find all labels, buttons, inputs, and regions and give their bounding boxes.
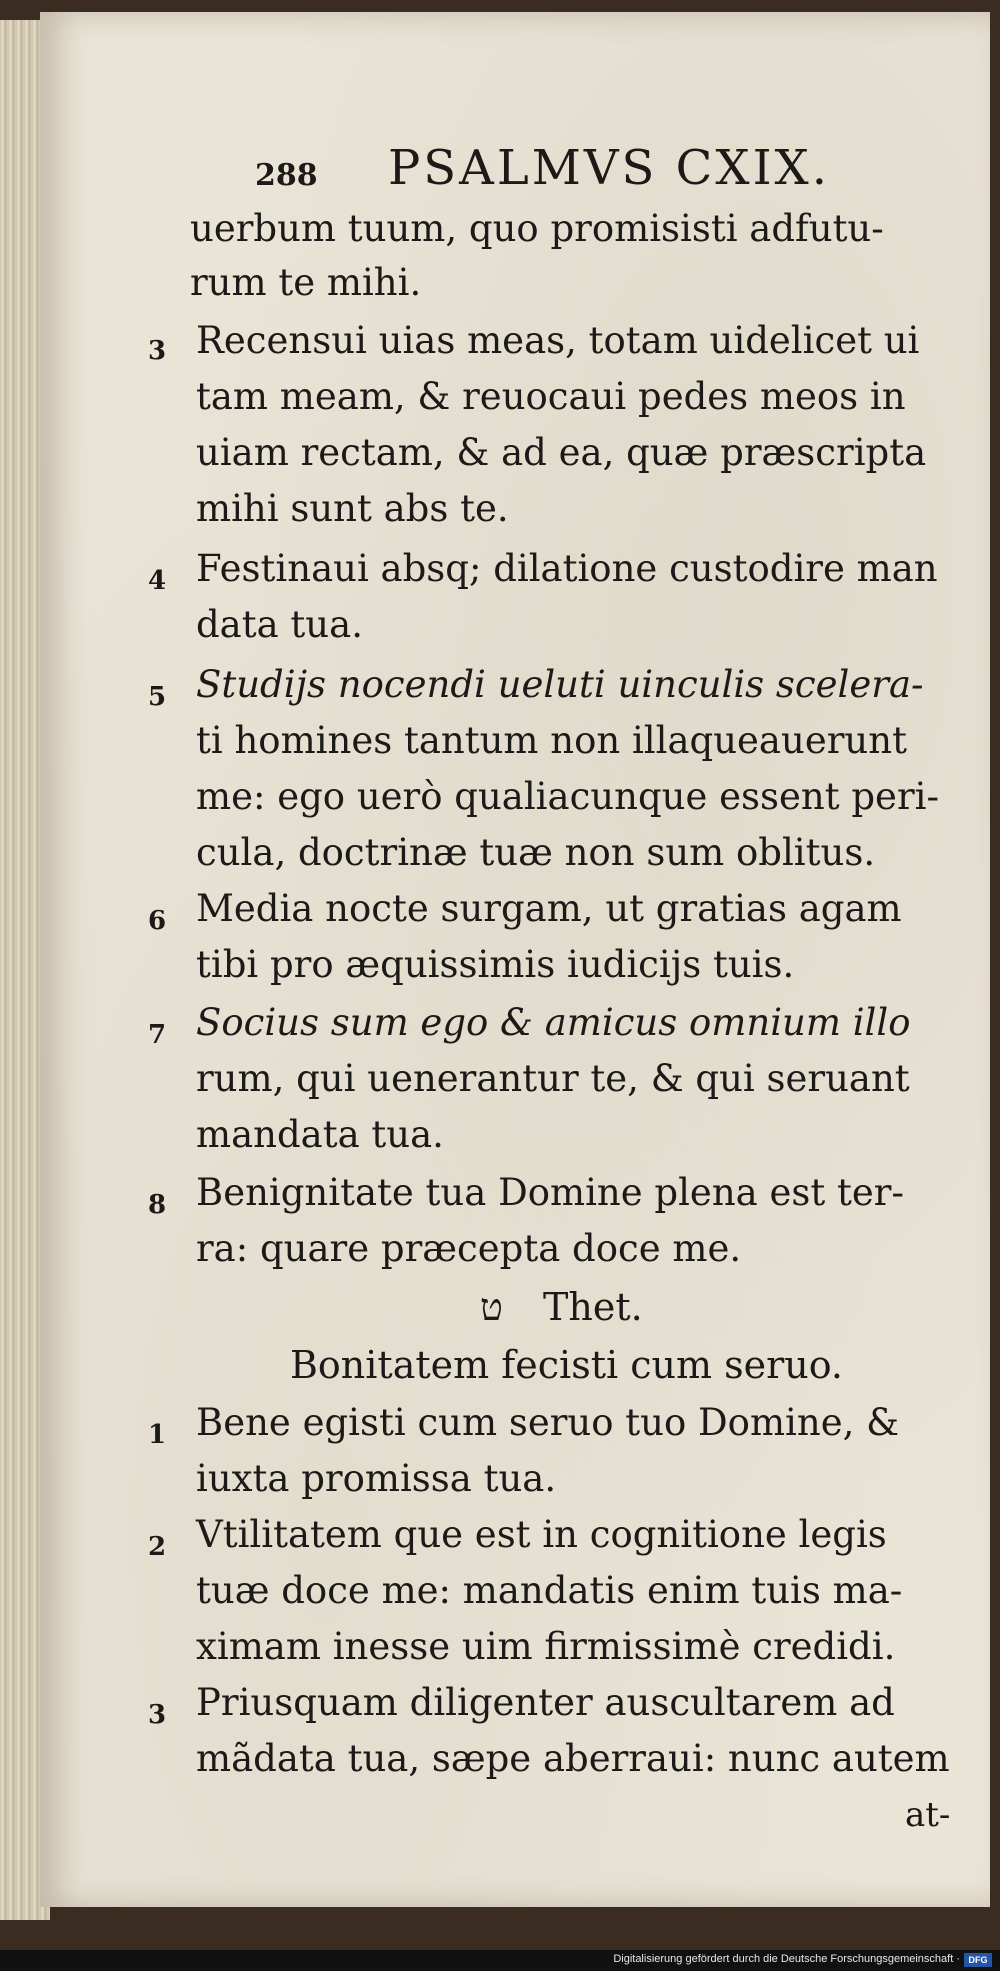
text-line: rum te mihi. bbox=[190, 261, 422, 304]
text-line: Recensui uias meas, totam uidelicet ui bbox=[196, 319, 920, 362]
text-line: Festinaui absq; dilatione custodire man bbox=[196, 547, 938, 590]
text-line: Bene egisti cum seruo tuo Domine, & bbox=[196, 1401, 900, 1444]
text-line: mãdata tua, sæpe aberraui: nunc autem bbox=[196, 1737, 950, 1780]
page-number: 288 bbox=[255, 158, 318, 193]
text-line: rum, qui uenerantur te, & qui seruant bbox=[196, 1057, 910, 1100]
hebrew-letter: ט bbox=[480, 1285, 503, 1329]
text-line: ximam inesse uim firmissimè credidi. bbox=[196, 1625, 896, 1668]
text-line: tibi pro æquissimis iudicijs tuis. bbox=[196, 943, 795, 986]
book-page bbox=[40, 12, 990, 1907]
text-line: ra: quare præcepta doce me. bbox=[196, 1227, 742, 1270]
text-line: tuæ doce me: mandatis enim tuis ma- bbox=[196, 1569, 903, 1612]
text-line: mandata tua. bbox=[196, 1113, 444, 1156]
page-header bbox=[40, 130, 990, 200]
footer-bar bbox=[0, 1950, 1000, 1971]
text-line: me: ego uerò qualiacunque essent peri- bbox=[196, 775, 939, 818]
text-line: ti homines tantum non illaqueauerunt bbox=[196, 719, 907, 762]
text-line: data tua. bbox=[196, 603, 363, 646]
verse-number: 2 bbox=[148, 1532, 167, 1562]
verse-number: 8 bbox=[148, 1190, 167, 1220]
catchword: at- bbox=[905, 1795, 951, 1835]
text-line: Socius sum ego & amicus omnium illo bbox=[196, 1001, 911, 1044]
verse-number: 5 bbox=[148, 682, 167, 712]
running-title: PSALMVS CXIX. bbox=[388, 140, 830, 196]
verse-number: 1 bbox=[148, 1420, 167, 1450]
verse-number: 7 bbox=[148, 1020, 167, 1050]
verse-number: 6 bbox=[148, 906, 167, 936]
text-line: tam meam, & reuocaui pedes meos in bbox=[196, 375, 906, 418]
text-line: Priusquam diligenter auscultarem ad bbox=[196, 1681, 895, 1724]
dfg-logo: DFG bbox=[964, 1953, 992, 1967]
text-line: uerbum tuum, quo promisisti adfutu- bbox=[190, 207, 884, 250]
section-title: Thet. bbox=[543, 1285, 643, 1329]
section-subtitle: Bonitatem fecisti cum seruo. bbox=[290, 1343, 844, 1387]
text-line: Studijs nocendi ueluti uinculis scelera- bbox=[196, 663, 924, 706]
text-line: Media nocte surgam, ut gratias agam bbox=[196, 887, 902, 930]
text-line: uiam rectam, & ad ea, quæ præscripta bbox=[196, 431, 927, 474]
text-line: Benignitate tua Domine plena est ter- bbox=[196, 1171, 904, 1214]
footer-credit: Digitalisierung gefördert durch die Deutsche Forschungsgemeinschaft · bbox=[613, 1953, 960, 1965]
text-line: mihi sunt abs te. bbox=[196, 487, 509, 530]
text-line: cula, doctrinæ tuæ non sum oblitus. bbox=[196, 831, 876, 874]
verse-number: 3 bbox=[148, 1700, 167, 1730]
text-line: Vtilitatem que est in cognitione legis bbox=[196, 1513, 887, 1556]
verse-number: 4 bbox=[148, 566, 167, 596]
verse-number: 3 bbox=[148, 336, 167, 366]
text-line: iuxta promissa tua. bbox=[196, 1457, 557, 1500]
section-heading bbox=[480, 1280, 643, 1334]
